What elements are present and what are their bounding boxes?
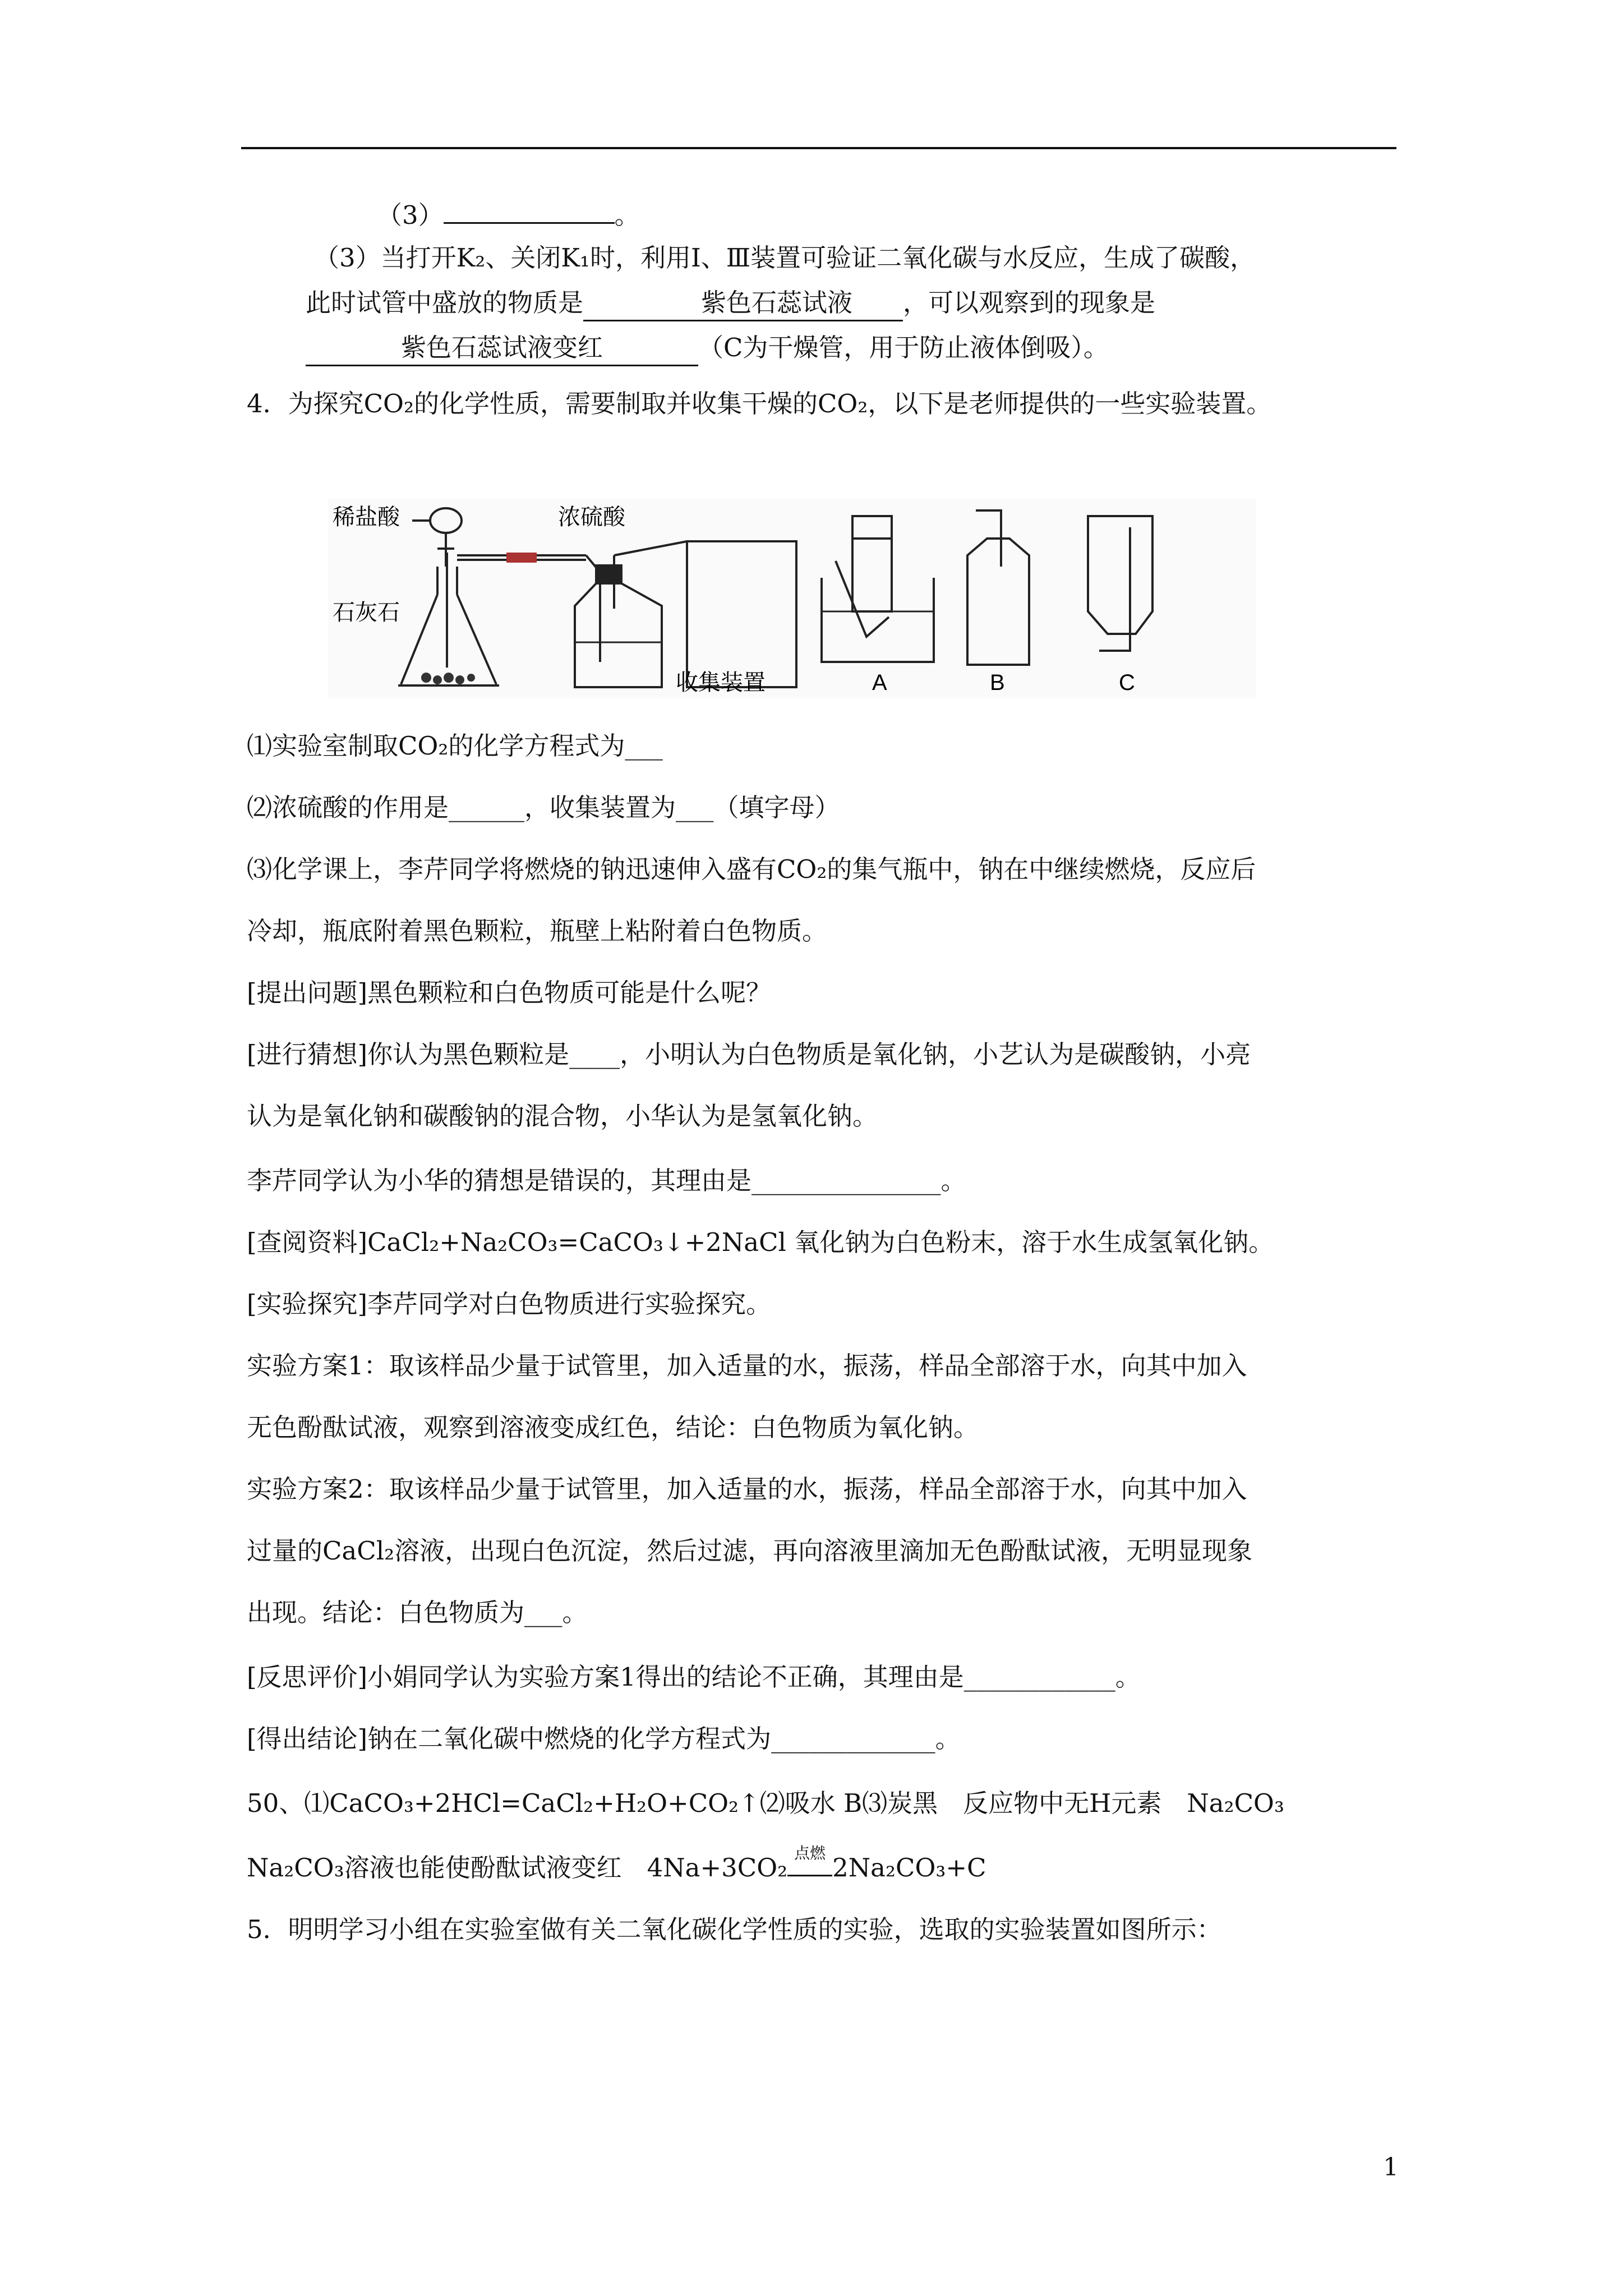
q4-p11: [反思评价]小娟同学认为实验方案1得出的结论不正确，其理由是____________。 [247,1662,1141,1692]
q3-phenomenon-text: 紫色石蕊试液变红 [400,333,603,362]
q4-answer-line1: 50、⑴CaCO₃+2HCl=CaCl₂+H₂O+CO₂↑⑵吸水 B⑶炭黑 反应物中无H元素 Na₂CO₃ [247,1788,1284,1818]
q4-p10b: 过量的CaCl₂溶液，出现白色沉淀，然后过滤，再向溶液里滴加无色酚酞试液，无明显现象 [247,1536,1253,1566]
q3-line3-post: （C为干燥管，用于防止液体倒吸）。 [698,333,1109,362]
q3-answer-fill [583,286,903,321]
answer-blank [444,196,615,224]
q4-p5a: [进行猜想]你认为黑色颗粒是____，小明认为白色物质是氧化钠，小艺认为是碳酸钠，小亮 [247,1039,1251,1069]
q4-p1: ⑴实验室制取CO₂的化学方程式为___ [247,731,663,761]
q5-intro: 5．明明学习小组在实验室做有关二氧化碳化学性质的实验，选取的实验装置如图所示： [247,1915,1222,1944]
q3-line3 [306,331,1109,366]
label-a: A [872,670,887,695]
label-b: B [990,670,1005,695]
q3-prev-label: （3） [377,200,444,230]
label-collector: 收集装置 [676,670,766,695]
q3-line2 [306,286,1155,321]
q4-p6: 李芹同学认为小华的猜想是错误的，其理由是_______________。 [247,1166,966,1195]
q4-p3a: ⑶化学课上，李芹同学将燃烧的钠迅速伸入盛有CO₂的集气瓶中，钠在中继续燃烧，反应后 [247,854,1256,884]
q3-line1: （3）当打开K₂、关闭K₁时，利用Ⅰ、Ⅲ装置可验证二氧化碳与水反应，生成了碳酸， [314,243,1256,273]
q3-answer-text: 紫色石蕊试液 [701,288,853,318]
q4-answer-line2-pre: Na₂CO₃溶液也能使酚酞试液变红 4Na+3CO₂ [247,1853,788,1883]
q3-prev-line [377,196,640,232]
q4-p4: [提出问题]黑色颗粒和白色物质可能是什么呢？ [247,978,772,1007]
q4-p5b: 认为是氧化钠和碳酸钠的混合物，小华认为是氢氧化钠。 [247,1101,878,1131]
q4-p3b: 冷却，瓶底附着黑色颗粒，瓶壁上粘附着白色物质。 [247,916,828,946]
label-limestone: 石灰石 [333,600,400,625]
reaction-arrow [787,1875,832,1876]
q3-line2-post: ，可以观察到的现象是 [903,288,1156,318]
q3-phenomenon-fill [306,331,698,366]
reaction-condition-label: 点燃 [794,1844,826,1862]
q4-p8: [实验探究]李芹同学对白色物质进行实验探究。 [247,1289,772,1319]
apparatus-figure [328,499,1256,698]
q4-p10c: 出现。结论：白色物质为___。 [247,1598,588,1627]
header-rule [241,147,1396,149]
q4-p12: [得出结论]钠在二氧化碳中燃烧的化学方程式为_____________。 [247,1724,961,1754]
q4-answer-line2-post: 2Na₂CO₃+C [832,1853,986,1883]
q4-p9a: 实验方案1：取该样品少量于试管里，加入适量的水，振荡，样品全部溶于水，向其中加入 [247,1351,1247,1381]
q3-line2-pre: 此时试管中盛放的物质是 [306,288,584,318]
page-number: 1 [1383,2153,1399,2182]
q4-p7: [查阅资料]CaCl₂+Na₂CO₃=CaCO₃↓+2NaCl 氧化钠为白色粉末，溶于水生成氢氧化钠。 [247,1227,1274,1257]
q3-prev-end: 。 [614,200,640,230]
label-conc-h2so4: 浓硫酸 [558,505,625,530]
label-c: C [1119,670,1135,695]
reaction-condition [787,1844,832,1885]
label-dilute-hcl: 稀盐酸 [333,505,400,530]
q4-p10a: 实验方案2：取该样品少量于试管里，加入适量的水，振荡，样品全部溶于水，向其中加入 [247,1474,1247,1504]
q4-p9b: 无色酚酞试液，观察到溶液变成红色，结论：白色物质为氧化钠。 [247,1412,979,1442]
q4-p2: ⑵浓硫酸的作用是______，收集装置为___（填字母） [247,793,840,822]
q4-intro: 4．为探究CO₂的化学性质，需要制取并收集干燥的CO₂，以下是老师提供的一些实验装置。 [247,389,1272,418]
q4-answer-line2 [247,1844,986,1885]
